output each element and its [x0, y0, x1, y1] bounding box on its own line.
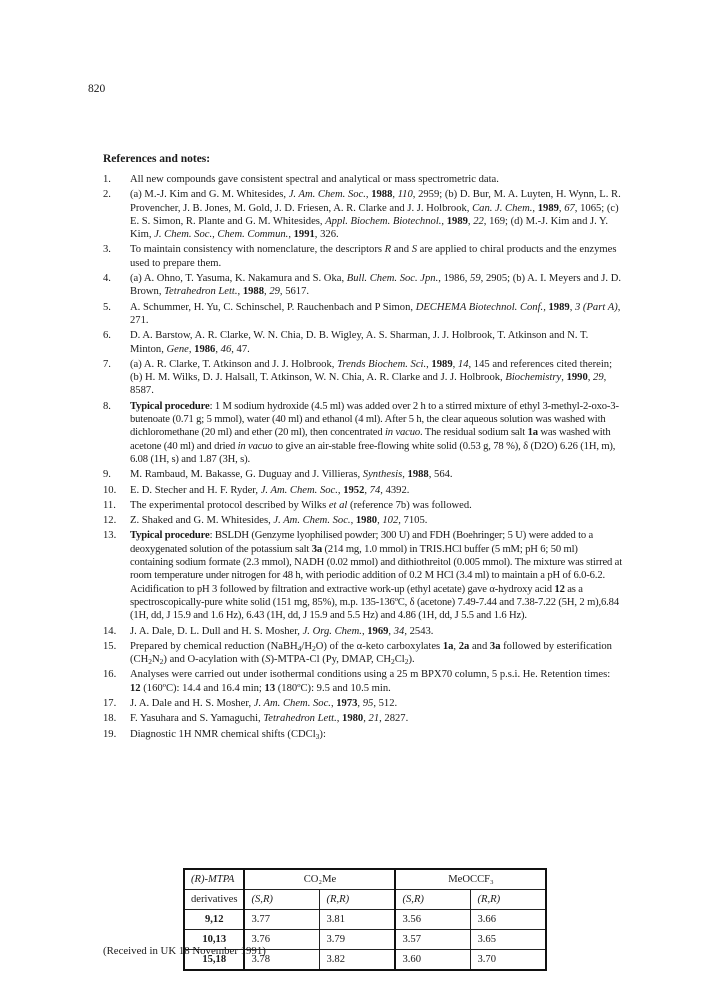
reference-item	[103, 529, 623, 622]
reference-text: D. A. Barstow, A. R. Clarke, W. N. Chia, D. B. Wigley, A. S. Sharman, J. J. Holbrook, T. Atkinson and N. T. Minton, Gene, 1986, 46, 47.	[130, 330, 589, 355]
reference-text: Typical procedure: BSLDH (Genzyme lyophilised powder; 300 U) and FDH (Boehringer; 5 U) were added to a deoxygenated solution of the potassium salt 3a (214 mg, 1.0 mmol) in TRIS.HCl buffer (5 mM; pH 6; 50 ml) containing sodium formate (2.3 mmol), NADH (0.02 mmol) and dithiothreitol (0.005 mmol). The mixture was stirred at room temperature under nitrogen for 48 h, with periodic addition of 0.2 M HCl (3.4 ml) to maintain a pH of 6.0-6.2. Acidification to pH 3 followed by filtration and extractive work-up (ethyl acetate) gave α-hydroxy acid 12 as a spectroscopically-pure white solid (151 mg, 85%), m.p. 135-136ºC, δ (acetone) 7.49-7.44 and 7.38-7.22 (5H, 2 m),6.84 (1H, dd, J 15.9 and 1.6 Hz), 6.43 (1H, dd, J 15.9 and 5.5 Hz) and 4.86 (1H, dd, J 5.5 and 1.6 Hz).	[130, 530, 623, 622]
reference-list	[103, 173, 623, 743]
reference-number: 8.	[103, 400, 111, 412]
reference-text: A. Schummer, H. Yu, C. Schinschel, P. Rauchenbach and P Simon, DECHEMA Biotechnol. Conf., 1989, 3 (Part A), 271.	[130, 301, 621, 326]
reference-text: (a) A. Ohno, T. Yasuma, K. Nakamura and S. Oka, Bull. Chem. Soc. Jpn., 1986, 59, 2905; (b) A. I. Meyers and J. D. Brown, Tetrahedron Lett., 1988, 29, 5617.	[130, 273, 621, 298]
table-cell: 3.77	[244, 910, 320, 930]
reference-number: 2.	[103, 189, 111, 201]
reference-item	[103, 188, 623, 241]
table-cell: 3.76	[244, 930, 320, 950]
table-corner-top: (R)-MTPA	[184, 869, 244, 890]
reference-number: 5.	[103, 301, 111, 313]
table-corner-bottom: derivatives	[184, 890, 244, 910]
table-subheader: (S,R)	[395, 890, 471, 910]
reference-text: Analyses were carried out under isothermal conditions using a 25 m BPX70 column, 5 p.s.i. He. Retention times: 12 (160ºC): 14.4 and 16.4 min; 13 (180ºC): 9.5 and 10.5 min.	[130, 669, 611, 694]
reference-text: E. D. Stecher and H. F. Ryder, J. Am. Chem. Soc., 1952, 74, 4392.	[130, 484, 410, 496]
reference-item	[103, 728, 623, 741]
reference-item	[103, 697, 623, 710]
reference-text: Prepared by chemical reduction $(NaBH_4/H_2O)$ of the α-keto carboxylates 1a, 2a and 3a followed by esterification $(CH_2N_2)$ and O-acylation with (S)-MTPA-Cl (Py, DMAP, $CH_2Cl_2$).	[130, 640, 612, 667]
table-cell: 3.65	[471, 930, 547, 950]
reference-item	[103, 712, 623, 725]
table-cell: 3.82	[320, 950, 396, 971]
table-cell: 3.56	[395, 910, 471, 930]
reference-item	[103, 173, 623, 186]
table-row-label: 9,12	[184, 910, 244, 930]
reference-text: J. A. Dale and H. S. Mosher, J. Am. Chem. Soc., 1973, 95, 512.	[130, 697, 398, 709]
table-row-label: 10,13	[184, 930, 244, 950]
reference-item	[103, 668, 623, 695]
reference-item	[103, 499, 623, 512]
table-cell: 3.70	[471, 950, 547, 971]
reference-number: 6.	[103, 330, 111, 342]
reference-item	[103, 625, 623, 638]
table-group-meoccf3: MeOCCF₃	[395, 869, 546, 890]
reference-text: The experimental protocol described by Wilks et al (reference 7b) was followed.	[130, 499, 472, 511]
table-cell: 3.57	[395, 930, 471, 950]
reference-text: Z. Shaked and G. M. Whitesides, J. Am. Chem. Soc., 1980, 102, 7105.	[130, 515, 428, 527]
reference-number: 9.	[103, 469, 111, 481]
reference-text: Diagnostic 1H NMR chemical shifts (CDCl$_3$):	[130, 728, 326, 741]
reference-number: 12.	[103, 515, 117, 527]
reference-text: (a) A. R. Clarke, T. Atkinson and J. J. Holbrook, Trends Biochem. Sci., 1989, 14, 145 and references cited therein; (b) H. M. Wilks, D. J. Halsall, T. Atkinson, W. N. Chia, A. R. Clarke and J. J. Holbrook, Biochemistry, 1990, 29, 8587.	[130, 358, 613, 397]
reference-number: 4.	[103, 273, 111, 285]
table-subheader: (R,R)	[471, 890, 547, 910]
table-group-co2me: CO₂Me	[244, 869, 395, 890]
reference-item	[103, 358, 623, 398]
reference-number: 1.	[103, 174, 111, 185]
table-subheader: (R,R)	[320, 890, 396, 910]
table-cell: 3.78	[244, 950, 320, 971]
reference-number: 15.	[103, 640, 117, 652]
page-number: 820	[88, 83, 106, 95]
table-cell: 3.66	[471, 910, 547, 930]
table-cell: 3.79	[320, 930, 396, 950]
reference-text: To maintain consistency with nomenclature, the descriptors R and S are applied to chiral products and the enzymes used to prepare them.	[130, 244, 617, 269]
reference-number: 11.	[103, 499, 116, 511]
reference-item	[103, 243, 623, 270]
reference-text: (a) M.-J. Kim and G. M. Whitesides, J. Am. Chem. Soc., 1988, 110, 2959; (b) D. Bur, M. A. Luyten, H. Wynn, L. R. Provencher, J. B. Jones, M. Gold, J. D. Friesen, A. R. Clarke and J. J. Holbrook, Can. J. Chem., 1989, 67, 1065; (c) E. S. Simon, R. Plante and G. M. Whitesides, Appl. Biochem. Biotechnol., 1989, 22, 169; (d) M.-J. Kim and J. Y. Kim, J. Chem. Soc., Chem. Commun., 1991, 326.	[130, 189, 621, 241]
reference-item	[103, 484, 623, 497]
table-subheader: (S,R)	[244, 890, 320, 910]
reference-number: 10.	[103, 484, 117, 496]
reference-number: 17.	[103, 697, 117, 709]
reference-text: All new compounds gave consistent spectral and analytical or mass spectrometric data.	[130, 174, 499, 185]
reference-text: F. Yasuhara and S. Yamaguchi, Tetrahedron Lett., 1980, 21, 2827.	[130, 713, 409, 725]
reference-item	[103, 329, 623, 356]
reference-item	[103, 640, 623, 667]
table-cell: 3.60	[395, 950, 471, 971]
reference-text: Typical procedure: 1 M sodium hydroxide (4.5 ml) was added over 2 h to a stirred mixture of ethyl 3-methyl-2-oxo-3-butenoate (0.71 g; 5 mmol), water (40 ml) and ethanol (4 ml). After 5 h, the clear aqueous solution was washed with dichloromethane (20 ml) and ether (20 ml), then concentrated in vacuo. The residual sodium salt 1a was washed with acetone (40 ml) and dried in vacuo to give an air-stable free-flowing white solid (0.53 g, 78 %), δ (D2O) 6.26 (1H, m), 6.08 (1H, s) and 1.87 (3H, s).	[130, 400, 619, 465]
reference-item	[103, 514, 623, 527]
reference-number: 13.	[103, 530, 117, 542]
table-row	[184, 910, 546, 930]
reference-item	[103, 400, 623, 466]
table-row-label: 15,18	[184, 950, 244, 971]
references-heading: References and notes:	[103, 153, 211, 165]
reference-number: 3.	[103, 244, 111, 256]
reference-number: 14.	[103, 625, 117, 637]
reference-text: M. Rambaud, M. Bakasse, G. Duguay and J. Villieras, Synthesis, 1988, 564.	[130, 469, 453, 481]
reference-item	[103, 272, 623, 299]
received-date: (Received in UK 18 November 1991)	[103, 945, 266, 957]
table-cell: 3.81	[320, 910, 396, 930]
reference-number: 16.	[103, 669, 117, 681]
reference-number: 18.	[103, 713, 117, 725]
reference-text: J. A. Dale, D. L. Dull and H. S. Mosher, J. Org. Chem., 1969, 34, 2543.	[130, 625, 434, 637]
reference-item	[103, 301, 623, 328]
reference-number: 7.	[103, 358, 111, 370]
reference-number: 19.	[103, 728, 117, 740]
reference-item	[103, 468, 623, 481]
